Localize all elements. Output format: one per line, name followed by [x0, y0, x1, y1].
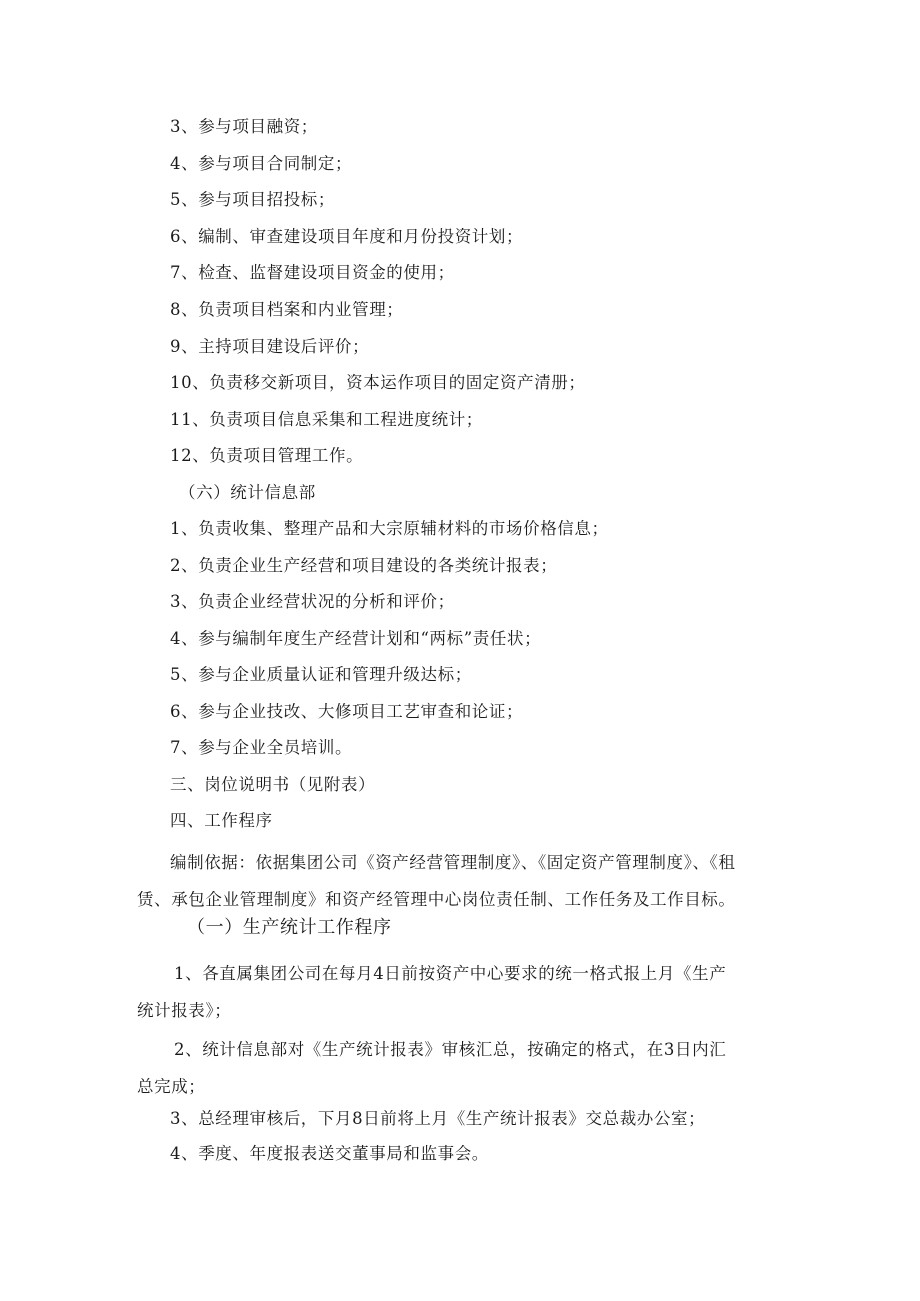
list-item: 12、负责项目管理工作。 [170, 446, 364, 465]
list-item: 4、参与项目合同制定； [170, 154, 353, 173]
list-item: 7、检查、监督建设项目资金的使用； [170, 263, 455, 282]
list-item: 9、主持项目建设后评价； [170, 337, 370, 356]
list-item: 2、负责企业生产经营和项目建设的各类统计报表； [170, 556, 558, 575]
list-item: 5、参与项目招投标； [170, 190, 335, 209]
list-item: 6、参与企业技改、大修项目工艺审查和论证； [170, 702, 524, 721]
list-item: 3、负责企业经营状况的分析和评价； [170, 592, 455, 611]
subsection-heading-production-stats: （一）生产统计工作程序 [187, 917, 392, 938]
procedure-step: 1、各直属集团公司在每月4日前按资产中心要求的统一格式报上月《生产统计报表》； [137, 964, 727, 1020]
list-item: 3、参与项目融资； [170, 117, 318, 136]
section-heading-stats-dept: （六）统计信息部 [179, 483, 316, 502]
procedure-step: 2、统计信息部对《生产统计报表》审核汇总，按确定的格式，在3日内汇总完成； [137, 1040, 727, 1096]
list-item: 7、参与企业全员培训。 [170, 738, 353, 757]
list-item: 8、负责项目档案和内业管理； [170, 300, 404, 319]
list-item: 4、参与编制年度生产经营计划和“两标”责任状； [170, 629, 542, 648]
section-heading-work-procedure: 四、工作程序 [170, 811, 273, 830]
list-item: 11、负责项目信息采集和工程进度统计； [170, 410, 483, 429]
list-item: 1、负责收集、整理产品和大宗原辅材料的市场价格信息； [170, 519, 609, 538]
procedure-step: 3、总经理审核后，下月8日前将上月《生产统计报表》交总裁办公室； [170, 1109, 706, 1128]
list-item: 5、参与企业质量认证和管理升级达标； [170, 665, 472, 684]
procedure-step: 4、季度、年度报表送交董事局和监事会。 [170, 1144, 489, 1163]
section-heading-job-description: 三、岗位说明书（见附表） [170, 775, 376, 794]
list-item: 10、负责移交新项目，资本运作项目的固定资产清册； [170, 373, 586, 392]
list-item: 6、编制、审查建设项目年度和月份投资计划； [170, 227, 524, 246]
basis-paragraph: 编制依据：依据集团公司《资产经营管理制度》、《固定资产管理制度》、《租赁、承包企业管理制度》和资产经管理中心岗位责任制、工作任务及工作目标。 [137, 853, 736, 909]
